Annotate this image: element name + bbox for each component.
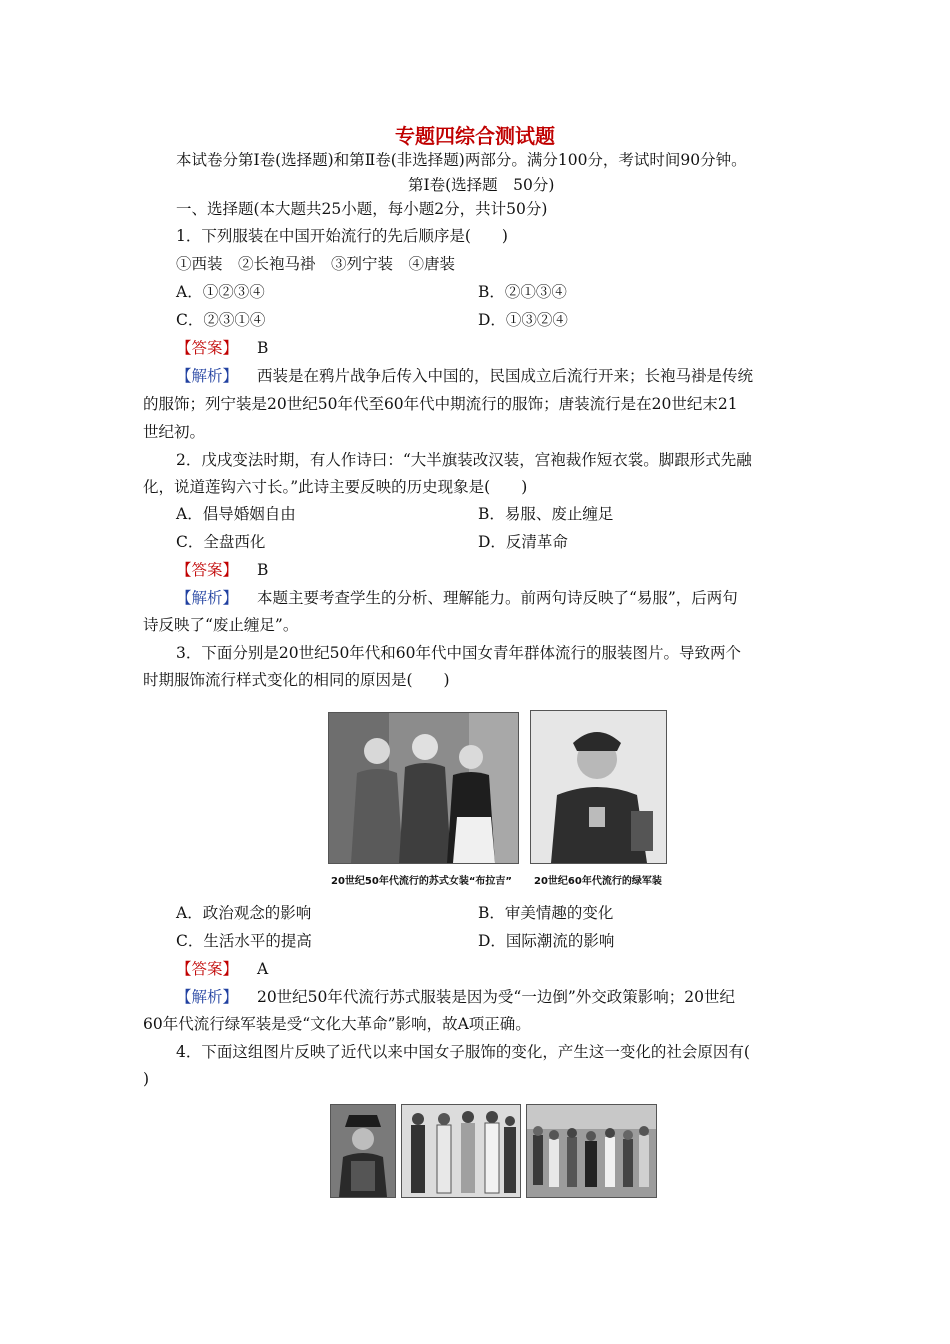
photo-1950s-caption: 20世纪50年代流行的苏式女装“布拉吉” [331, 876, 512, 887]
analysis-tag: 【解析】 [176, 589, 239, 607]
answer-tag: 【答案】 [176, 561, 239, 579]
q2-stem-1: 2．戊戌变法时期，有人作诗曰：“大半旗装改汉装，宫袍裁作短衣裳。脚跟形式先融 [176, 451, 752, 469]
q2-analysis-line-1 [176, 588, 738, 608]
photo-1950s-soviet-dresses [328, 712, 519, 864]
q1-option-b: B．②①③④ [478, 283, 567, 301]
q1-analysis-line-3: 世纪初。 [143, 423, 206, 441]
q2-option-b: B．易服、废止缠足 [478, 505, 614, 523]
q2-analysis-line-2: 诗反映了“废止缠足”。 [143, 616, 299, 634]
photo-qipao-women [401, 1104, 521, 1198]
page-title: 专题四综合测试题 [395, 124, 555, 148]
photo-qing-graphic [331, 1105, 395, 1197]
q1-answer: B [256, 339, 269, 357]
q3-analysis-line-1 [176, 987, 735, 1007]
q1-analysis-line-2: 的服饰；列宁装是20世纪50年代至60年代中期流行的服饰；唐装流行是在20世纪末21 [143, 395, 738, 413]
q3-analysis-line-2: 60年代流行绿军装是受“文化大革命”影响，故A项正确。 [143, 1015, 531, 1033]
q3-option-c: C．生活水平的提高 [176, 932, 312, 950]
q3-option-a: A．政治观念的影响 [176, 904, 312, 922]
q1-analysis-line-1 [176, 366, 753, 386]
intro-text: 本试卷分第Ⅰ卷(选择题)和第Ⅱ卷(非选择题)两部分。满分100分，考试时间90分钟。 [176, 151, 747, 169]
q3-analysis-text-1: 20世纪50年代流行苏式服装是因为受“一边倒”外交政策影响；20世纪 [256, 988, 735, 1006]
q1-option-a: A．①②③④ [176, 283, 265, 301]
part1-heading: 第Ⅰ卷(选择题 50分) [408, 176, 555, 194]
q1-option-d: D．①③②④ [478, 311, 568, 329]
answer-tag: 【答案】 [176, 339, 239, 357]
q2-option-c: C．全盘西化 [176, 533, 266, 551]
q3-stem-1: 3．下面分别是20世纪50年代和60年代中国女青年群体流行的服装图片。导致两个 [176, 644, 742, 662]
photo-modern-street-crowd [526, 1104, 657, 1198]
photo-1960s-army-uniform [530, 710, 667, 864]
q3-stem-2: 时期服饰流行样式变化的相同的原因是( ) [143, 671, 450, 689]
q2-stem-2: 化，说道莲钩六寸长。”此诗主要反映的历史现象是( ) [143, 478, 528, 496]
q2-option-a: A．倡导婚姻自由 [176, 505, 296, 523]
analysis-tag: 【解析】 [176, 367, 239, 385]
photo-crowd-graphic [527, 1105, 656, 1197]
q1-stem: 1．下列服装在中国开始流行的先后顺序是( ) [176, 227, 508, 245]
q3-option-b: B．审美情趣的变化 [478, 904, 614, 922]
photo-qing-dynasty-woman [330, 1104, 396, 1198]
q3-option-d: D．国际潮流的影响 [478, 932, 615, 950]
photo-qipao-graphic [402, 1105, 520, 1197]
photo-1950s-graphic [329, 713, 518, 863]
q2-answer: B [256, 561, 269, 579]
q2-answer-row [176, 560, 268, 580]
analysis-tag: 【解析】 [176, 988, 239, 1006]
q3-answer-row [176, 959, 268, 979]
section1-heading: 一、选择题(本大题共25小题，每小题2分，共计50分) [176, 200, 548, 218]
answer-tag: 【答案】 [176, 960, 239, 978]
q1-option-c: C．②③①④ [176, 311, 266, 329]
photo-1960s-caption: 20世纪60年代流行的绿军装 [534, 876, 662, 887]
q2-option-d: D．反清革命 [478, 533, 568, 551]
q4-stem-2: ) [143, 1070, 150, 1088]
q3-answer: A [256, 960, 269, 978]
q1-items: ①西装 ②长袍马褂 ③列宁装 ④唐装 [176, 255, 456, 273]
photo-1960s-graphic [531, 711, 666, 863]
q2-analysis-text-1: 本题主要考查学生的分析、理解能力。前两句诗反映了“易服”，后两句 [256, 589, 738, 607]
q4-stem-1: 4．下面这组图片反映了近代以来中国女子服饰的变化，产生这一变化的社会原因有( [176, 1043, 750, 1061]
q1-analysis-text-1: 西装是在鸦片战争后传入中国的，民国成立后流行开来；长袍马褂是传统 [256, 367, 753, 385]
q1-answer-row [176, 338, 268, 358]
